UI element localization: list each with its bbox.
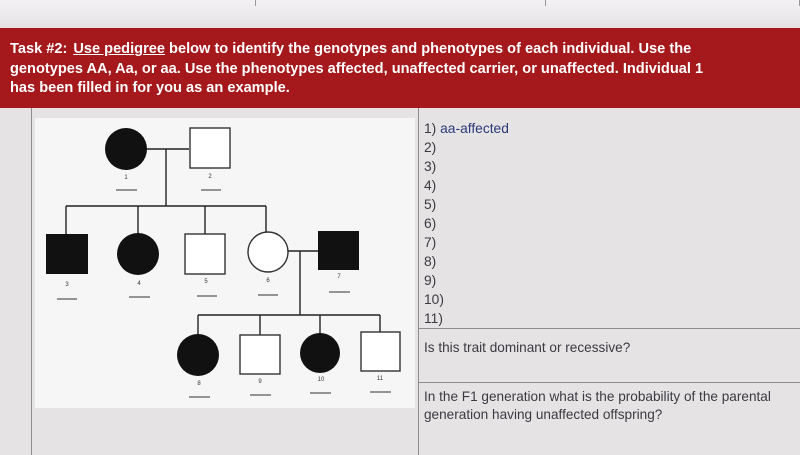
answer-number: 6) <box>424 216 437 231</box>
individual-6-unaffected-female <box>248 232 288 272</box>
label-6: 6 <box>266 278 270 284</box>
answer-row[interactable] <box>424 119 509 138</box>
answer-number: 11) <box>424 311 443 326</box>
answer-row[interactable] <box>424 309 509 328</box>
answer-row[interactable] <box>424 271 509 290</box>
header-line-2: genotypes AA, Aa, or aa. Use the phenotypes affected, unaffected carrier, or unaffected. Individual 1 <box>10 60 704 77</box>
question-dominant-recessive[interactable]: Is this trait dominant or recessive? <box>424 340 631 355</box>
answer-number: 5) <box>424 197 437 212</box>
label-3: 3 <box>65 282 69 288</box>
label-5: 5 <box>204 279 208 285</box>
answer-list <box>424 119 509 328</box>
header-line-3: has been filled in for you as an example. <box>10 80 290 96</box>
label-8: 8 <box>197 381 201 387</box>
answer-row[interactable] <box>424 214 509 233</box>
question-probability[interactable]: In the F1 generation what is the probability of the parental generation having unaffected offspring? <box>424 389 771 422</box>
answer-row[interactable] <box>424 176 509 195</box>
label-4: 4 <box>137 281 141 287</box>
answer-row[interactable] <box>424 290 509 309</box>
answer-number: 1) <box>424 121 437 136</box>
answer-number: 4) <box>424 178 437 193</box>
label-2: 2 <box>208 174 212 180</box>
individual-10-affected-female <box>300 333 340 373</box>
individual-9-unaffected-male <box>240 335 280 374</box>
label-7: 7 <box>337 274 341 280</box>
answer-number: 10) <box>424 292 444 307</box>
answer-row[interactable] <box>424 233 509 252</box>
individual-7-affected-male <box>318 231 359 270</box>
individual-5-unaffected-male <box>185 234 225 274</box>
answer-number: 3) <box>424 159 437 174</box>
individual-2-unaffected-male <box>190 128 230 168</box>
answer-value: aa-affected <box>440 121 509 136</box>
individual-8-affected-female <box>177 334 219 376</box>
header-text: below to identify the genotypes and phenotypes of each individual. Use the <box>164 41 692 57</box>
answer-number: 7) <box>424 235 437 250</box>
individual-1-affected-female <box>105 128 147 170</box>
answer-number: 8) <box>424 254 437 269</box>
answer-row[interactable] <box>424 252 509 271</box>
answer-row[interactable] <box>424 138 509 157</box>
individual-3-affected-male <box>46 234 88 274</box>
task-label: Task #2: <box>10 41 68 57</box>
pedigree-link[interactable]: Use pedigree <box>73 41 165 57</box>
label-10: 10 <box>317 377 325 383</box>
answer-row[interactable] <box>424 157 509 176</box>
answer-number: 9) <box>424 273 437 288</box>
label-9: 9 <box>258 379 262 385</box>
answer-row[interactable] <box>424 195 509 214</box>
individual-11-unaffected-male <box>361 332 400 371</box>
individual-4-affected-female <box>117 233 159 275</box>
label-11: 11 <box>376 376 384 382</box>
answer-number: 2) <box>424 140 437 155</box>
label-1: 1 <box>124 175 128 181</box>
